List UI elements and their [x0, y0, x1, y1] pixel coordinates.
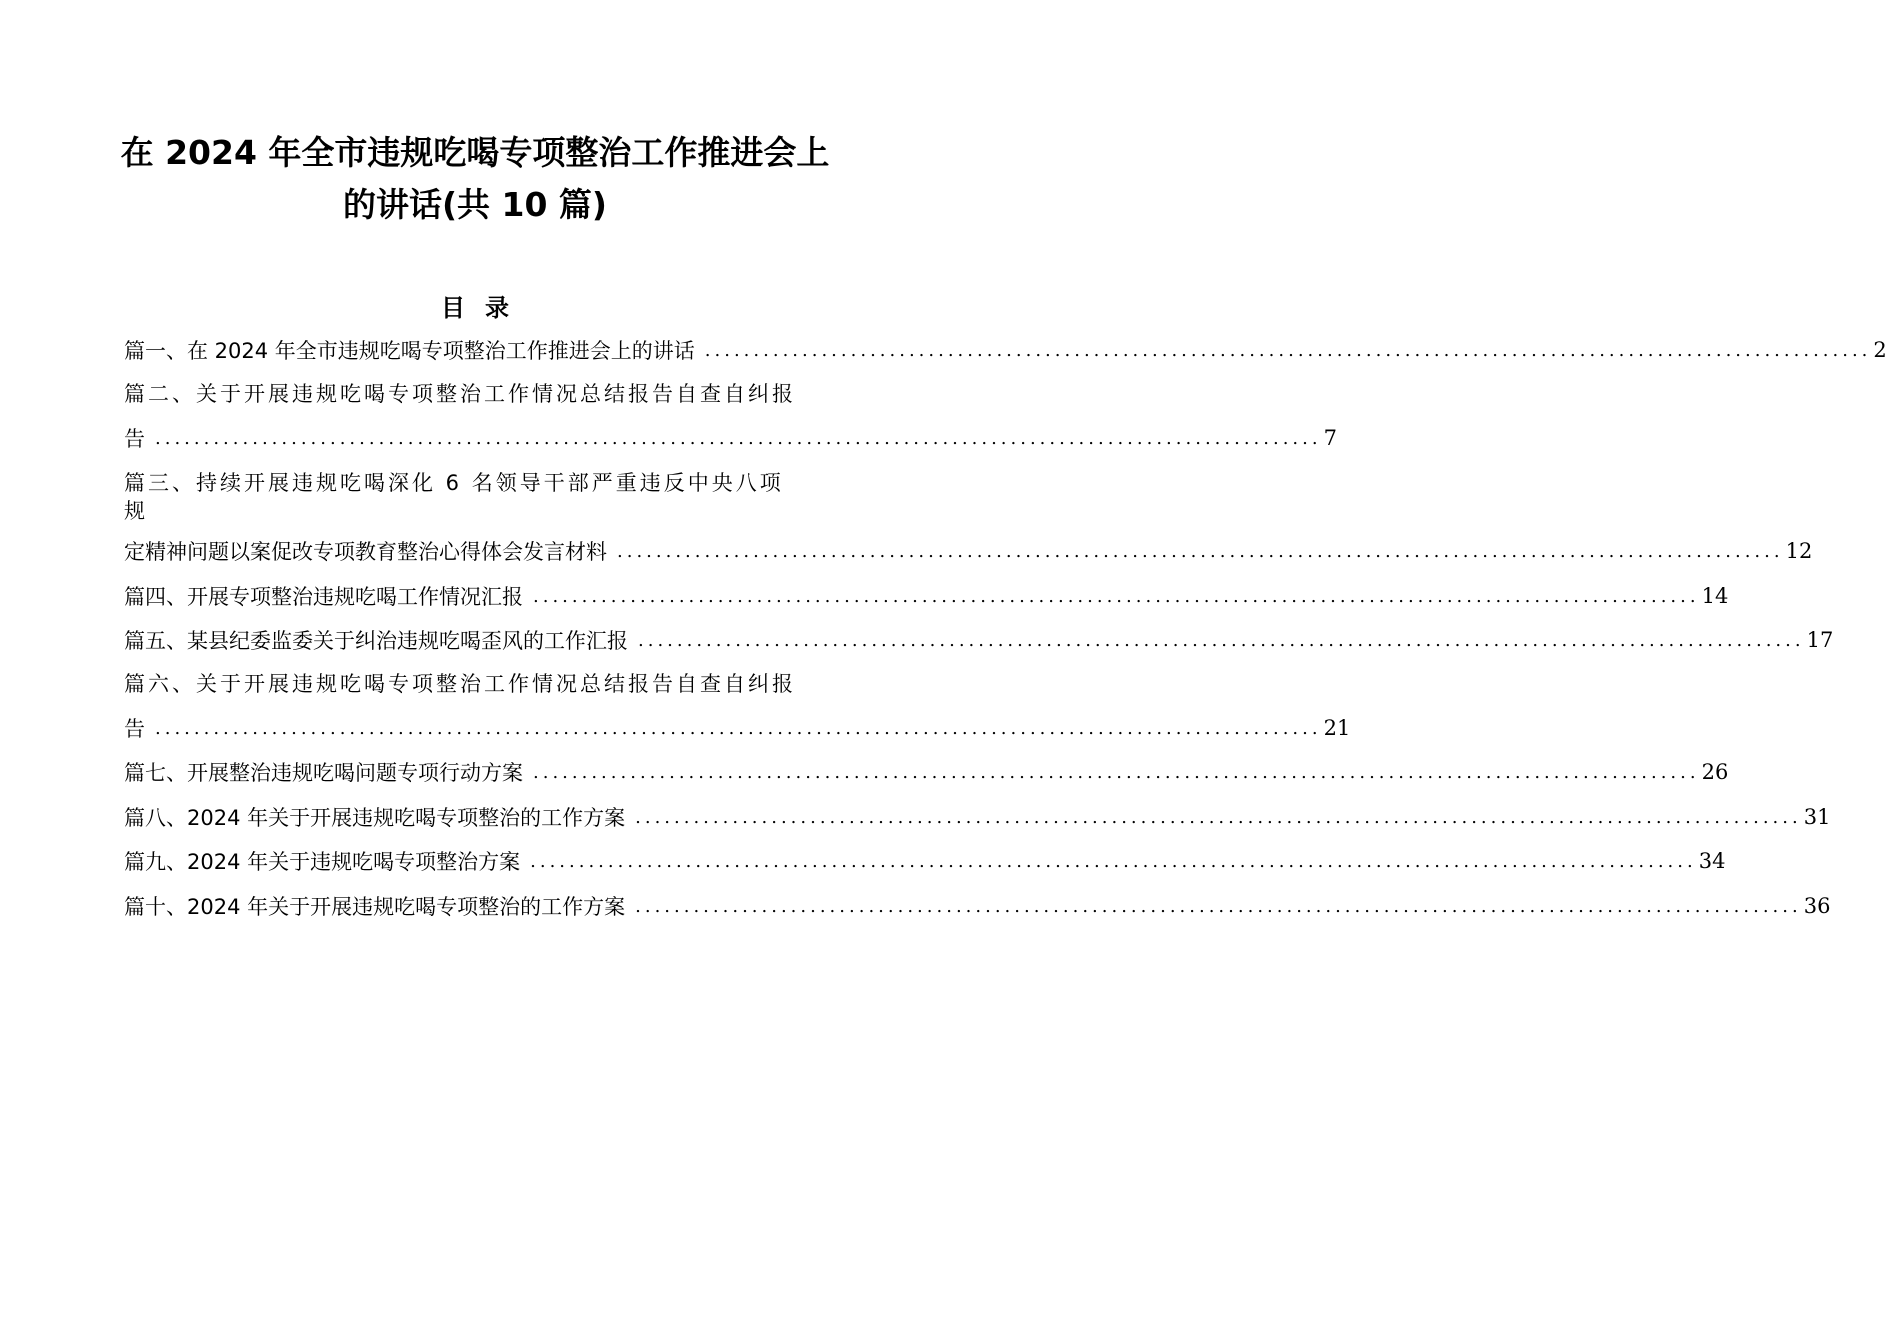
toc-page-number: 14	[1701, 584, 1729, 608]
toc-page-number: 31	[1803, 805, 1831, 829]
toc-entry-3-continued-2[interactable]	[124, 535, 1813, 567]
toc-entry-9[interactable]	[124, 845, 1726, 877]
toc-entry-6-continued[interactable]	[124, 712, 1351, 744]
toc-entry-10[interactable]	[124, 890, 1831, 922]
toc-entry-text: 篇十、2024 年关于开展违规吃喝专项整治的工作方案	[124, 895, 626, 919]
toc-page-number: 7	[1323, 426, 1337, 450]
toc-entry-text: 规	[124, 499, 145, 523]
toc-entry-5[interactable]	[124, 624, 1834, 656]
toc-entry-text: 告	[124, 717, 145, 741]
toc-leader-dots: ........................................................................................................................	[638, 629, 1805, 651]
toc-page-number: 17	[1806, 628, 1834, 652]
toc-heading: 目录	[441, 294, 529, 322]
toc-leader-dots: ........................................................................................................................	[635, 806, 1802, 828]
toc-entry-text: 篇五、某县纪委监委关于纠治违规吃喝歪风的工作汇报	[124, 629, 628, 653]
toc-page-number: 2	[1873, 338, 1887, 362]
toc-entry-6[interactable]	[124, 667, 848, 699]
toc-leader-dots: ........................................................................................................................	[155, 427, 1322, 449]
toc-entry-text: 篇四、开展专项整治违规吃喝工作情况汇报	[124, 585, 523, 609]
toc-entry-7[interactable]	[124, 756, 1729, 788]
toc-entry-text: 篇七、开展整治违规吃喝问题专项行动方案	[124, 761, 523, 785]
document-title-line-1: 在 2024 年全市违规吃喝专项整治工作推进会上	[120, 133, 830, 172]
toc-leader-dots: ........................................................................................................................	[533, 761, 1700, 783]
toc-page-number: 36	[1803, 894, 1831, 918]
toc-entry-1[interactable]	[124, 334, 1887, 366]
toc-page-number: 34	[1698, 849, 1726, 873]
toc-leader-dots: ........................................................................................................................	[533, 585, 1700, 607]
toc-entry-text: 篇六、关于开展违规吃喝专项整治工作情况总结报告自查自纠报	[124, 672, 796, 696]
toc-entry-2[interactable]	[124, 377, 848, 409]
toc-page-number: 21	[1323, 716, 1351, 740]
toc-leader-dots: ........................................................................................................................	[635, 895, 1802, 917]
toc-entry-2-continued[interactable]	[124, 422, 1337, 454]
toc-entry-4[interactable]	[124, 580, 1729, 612]
toc-entry-text: 篇一、在 2024 年全市违规吃喝专项整治工作推进会上的讲话	[124, 339, 695, 363]
toc-entry-text: 篇八、2024 年关于开展违规吃喝专项整治的工作方案	[124, 806, 626, 830]
toc-leader-dots: ........................................................................................................................	[530, 850, 1697, 872]
toc-entry-text: 篇九、2024 年关于违规吃喝专项整治方案	[124, 850, 521, 874]
toc-entry-text: 篇三、持续开展违规吃喝深化 6 名领导干部严重违反中央八项	[124, 471, 784, 495]
toc-entry-text: 告	[124, 427, 145, 451]
toc-entry-text: 篇二、关于开展违规吃喝专项整治工作情况总结报告自查自纠报	[124, 382, 796, 406]
document-title-line-2: 的讲话(共 10 篇)	[342, 185, 608, 224]
toc-entry-text: 定精神问题以案促改专项教育整治心得体会发言材料	[124, 540, 607, 564]
toc-leader-dots: ........................................................................................................................	[704, 339, 1872, 361]
toc-leader-dots: ........................................................................................................................	[155, 717, 1322, 739]
toc-entry-3-continued[interactable]	[124, 494, 848, 526]
toc-page-number: 26	[1701, 760, 1729, 784]
toc-page-number: 12	[1785, 539, 1813, 563]
toc-leader-dots: ........................................................................................................................	[617, 540, 1784, 562]
toc-entry-8[interactable]	[124, 801, 1831, 833]
